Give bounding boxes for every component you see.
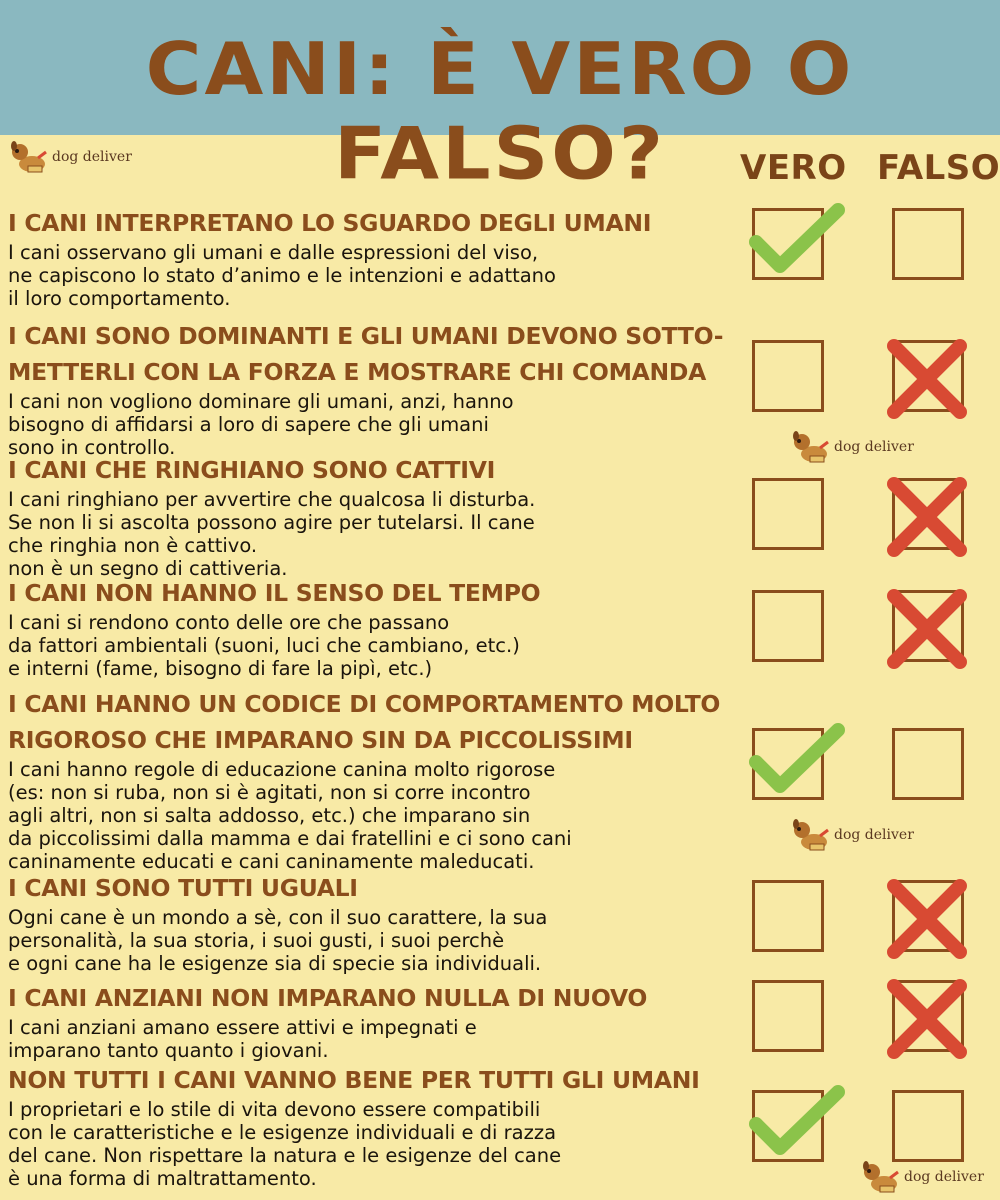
checkbox-falso[interactable] <box>892 478 964 550</box>
statement-title: I CANI ANZIANI NON IMPARANO NULLA DI NUOVO <box>8 984 648 1012</box>
checkbox-falso[interactable] <box>892 208 964 280</box>
checkbox-vero[interactable] <box>752 208 824 280</box>
brand-name: dog deliver <box>834 439 914 455</box>
checkbox-falso[interactable] <box>892 590 964 662</box>
statement-explanation: I cani osservano gli umani e dalle espressioni del viso, ne capiscono lo stato d’animo e le intenzioni e adattano il loro comportamento. <box>8 241 556 310</box>
checkbox-falso[interactable] <box>892 1090 964 1162</box>
statement-title: I CANI INTERPRETANO LO SGUARDO DEGLI UMANI <box>8 209 652 237</box>
checkbox-vero[interactable] <box>752 1090 824 1162</box>
checkbox-falso[interactable] <box>892 980 964 1052</box>
checkbox-falso[interactable] <box>892 880 964 952</box>
dog-icon <box>860 1160 900 1194</box>
checkbox-vero[interactable] <box>752 478 824 550</box>
page-title: CANI: È VERO O FALSO? <box>145 26 855 196</box>
statement-title: NON TUTTI I CANI VANNO BENE PER TUTTI GLI UMANI <box>8 1066 700 1094</box>
checkbox-vero[interactable] <box>752 980 824 1052</box>
brand-logo <box>860 1160 984 1194</box>
checkbox-falso[interactable] <box>892 728 964 800</box>
brand-name: dog deliver <box>52 149 132 165</box>
brand-logo <box>790 818 914 852</box>
dog-icon <box>790 818 830 852</box>
dog-icon <box>790 430 830 464</box>
statement-item <box>8 1062 743 1190</box>
statement-title: I CANI SONO TUTTI UGUALI <box>8 874 358 902</box>
statement-title: I CANI HANNO UN CODICE DI COMPORTAMENTO MOLTO RIGOROSO CHE IMPARANO SIN DA PICCOLISSIMI <box>8 690 721 754</box>
statement-explanation: I cani si rendono conto delle ore che passano da fattori ambientali (suoni, luci che cambiano, etc.) e interni (fame, bisogno di fare la pipì, etc.) <box>8 611 520 680</box>
statement-explanation: I cani anziani amano essere attivi e impegnati e imparano tanto quanto i giovani. <box>8 1016 477 1062</box>
statement-explanation: I cani non vogliono dominare gli umani, anzi, hanno bisogno di affidarsi a loro di sapere che gli umani sono in controllo. <box>8 390 514 459</box>
statement-item <box>8 318 743 459</box>
statement-explanation: I cani hanno regole di educazione canina molto rigorose (es: non si ruba, non si è agitati, non si corre incontro agli altri, non si salta addosso, etc.) che imparano sin da piccolissimi dalla mamma e dai fratellini e ci sono cani caninamente educati e cani caninamente maleducati. <box>8 758 572 873</box>
statement-explanation: Ogni cane è un mondo a sè, con il suo carattere, la sua personalità, la sua storia, i suoi gusti, i suoi perchè e ogni cane ha le esigenze sia di specie sia individuali. <box>8 906 548 975</box>
statement-item <box>8 686 743 873</box>
brand-name: dog deliver <box>834 827 914 843</box>
statement-item <box>8 980 743 1062</box>
statement-item <box>8 575 743 680</box>
checkbox-vero[interactable] <box>752 340 824 412</box>
checkbox-vero[interactable] <box>752 880 824 952</box>
statement-item <box>8 452 743 580</box>
checkbox-falso[interactable] <box>892 340 964 412</box>
statement-title: I CANI NON HANNO IL SENSO DEL TEMPO <box>8 579 541 607</box>
column-header-falso: FALSO <box>877 148 1000 188</box>
brand-logo <box>790 430 914 464</box>
statement-item <box>8 870 743 975</box>
brand-logo <box>8 140 132 174</box>
brand-name: dog deliver <box>904 1169 984 1185</box>
statement-title: I CANI SONO DOMINANTI E GLI UMANI DEVONO SOTTO- METTERLI CON LA FORZA E MOSTRARE CHI COMANDA <box>8 322 724 386</box>
checkbox-vero[interactable] <box>752 590 824 662</box>
statement-explanation: I proprietari e lo stile di vita devono essere compatibili con le caratteristiche e le esigenze individuali e di razza del cane. Non rispettare la natura e le esigenze del cane è una forma di maltrattamento. <box>8 1098 562 1190</box>
statement-title: I CANI CHE RINGHIANO SONO CATTIVI <box>8 456 496 484</box>
checkbox-vero[interactable] <box>752 728 824 800</box>
statement-item <box>8 205 743 310</box>
statement-explanation: I cani ringhiano per avvertire che qualcosa li disturba. Se non li si ascolta possono agire per tutelarsi. Il cane che ringhia non è cattivo. non è un segno di cattiveria. <box>8 488 536 580</box>
dog-icon <box>8 140 48 174</box>
column-header-vero: VERO <box>740 148 847 188</box>
